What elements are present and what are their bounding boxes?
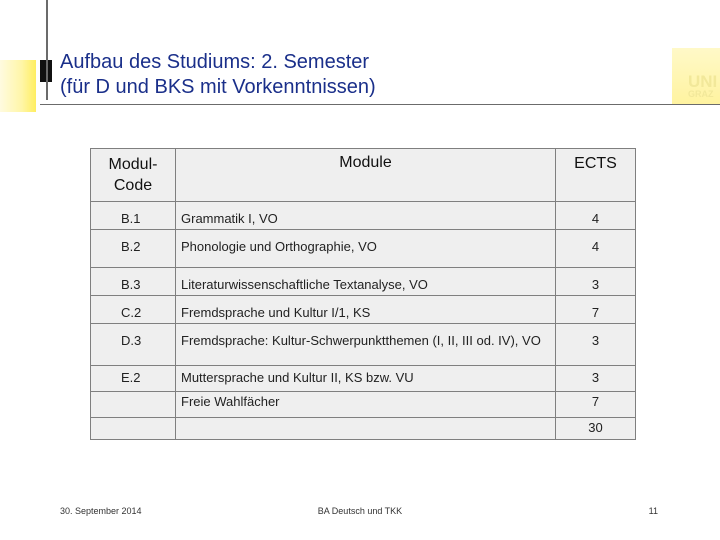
table-row [91,365,635,391]
cell-ects: 3 [591,333,600,348]
cell-ects: 3 [591,277,600,292]
title-underline [40,104,720,105]
cell-code: B.2 [91,230,176,267]
cell-code [91,392,176,417]
logo-text-graz: GRAZ [688,89,714,99]
cell-module: Fremdsprache: Kultur-Schwerpunktthemen (I, II, III od. IV), VO [176,324,556,365]
footer-center-text: BA Deutsch und TKK [317,506,403,516]
cell-ects: 3 [591,370,600,385]
cell-module: Literaturwissenschaftliche Textanalyse, VO [176,268,556,295]
cell-module: Freie Wahlfächer [176,392,556,417]
slide-title-line-1: Aufbau des Studiums: 2. Semester [60,51,370,73]
cell-module: Grammatik I, VO [176,202,556,229]
cell-module: Muttersprache und Kultur II, KS bzw. VU [176,366,556,391]
decor-yellow-block [0,60,36,112]
table-row [91,391,635,417]
slide-title [60,50,660,100]
table-row [91,229,635,267]
table-row [91,323,635,365]
header-code-line-1: Modul- [108,156,158,173]
cell-ects: 7 [591,305,600,320]
semester-table [90,148,636,440]
header-ects: ECTS [574,155,617,172]
cell-code [91,418,176,439]
decor-vertical-line [46,0,48,100]
cell-code: C.2 [91,296,176,323]
table-row [91,201,635,229]
university-logo [672,48,720,104]
cell-ects: 4 [591,211,600,226]
table-row [91,267,635,295]
cell-ects-total: 30 [588,420,603,435]
cell-code: D.3 [91,324,176,365]
cell-code: B.3 [91,268,176,295]
cell-module: Fremdsprache und Kultur I/1, KS [176,296,556,323]
logo-text-uni: UNI [688,72,718,91]
cell-code: E.2 [91,366,176,391]
footer-date: 30. September 2014 [60,506,142,516]
slide-title-line-2: (für D und BKS mit Vorkenntnissen) [60,76,376,98]
header-module: Module [176,149,556,201]
cell-code: B.1 [91,202,176,229]
cell-ects: 4 [591,239,600,254]
table-row [91,295,635,323]
footer-page-number: 11 [648,506,658,516]
cell-module: Phonologie und Orthographie, VO [176,230,556,267]
header-code-line-2: Code [113,177,153,194]
table-header-row [91,149,635,201]
table-total-row [91,417,635,439]
header-modul-code [91,149,176,201]
cell-module [176,418,556,439]
cell-ects: 7 [591,394,600,409]
